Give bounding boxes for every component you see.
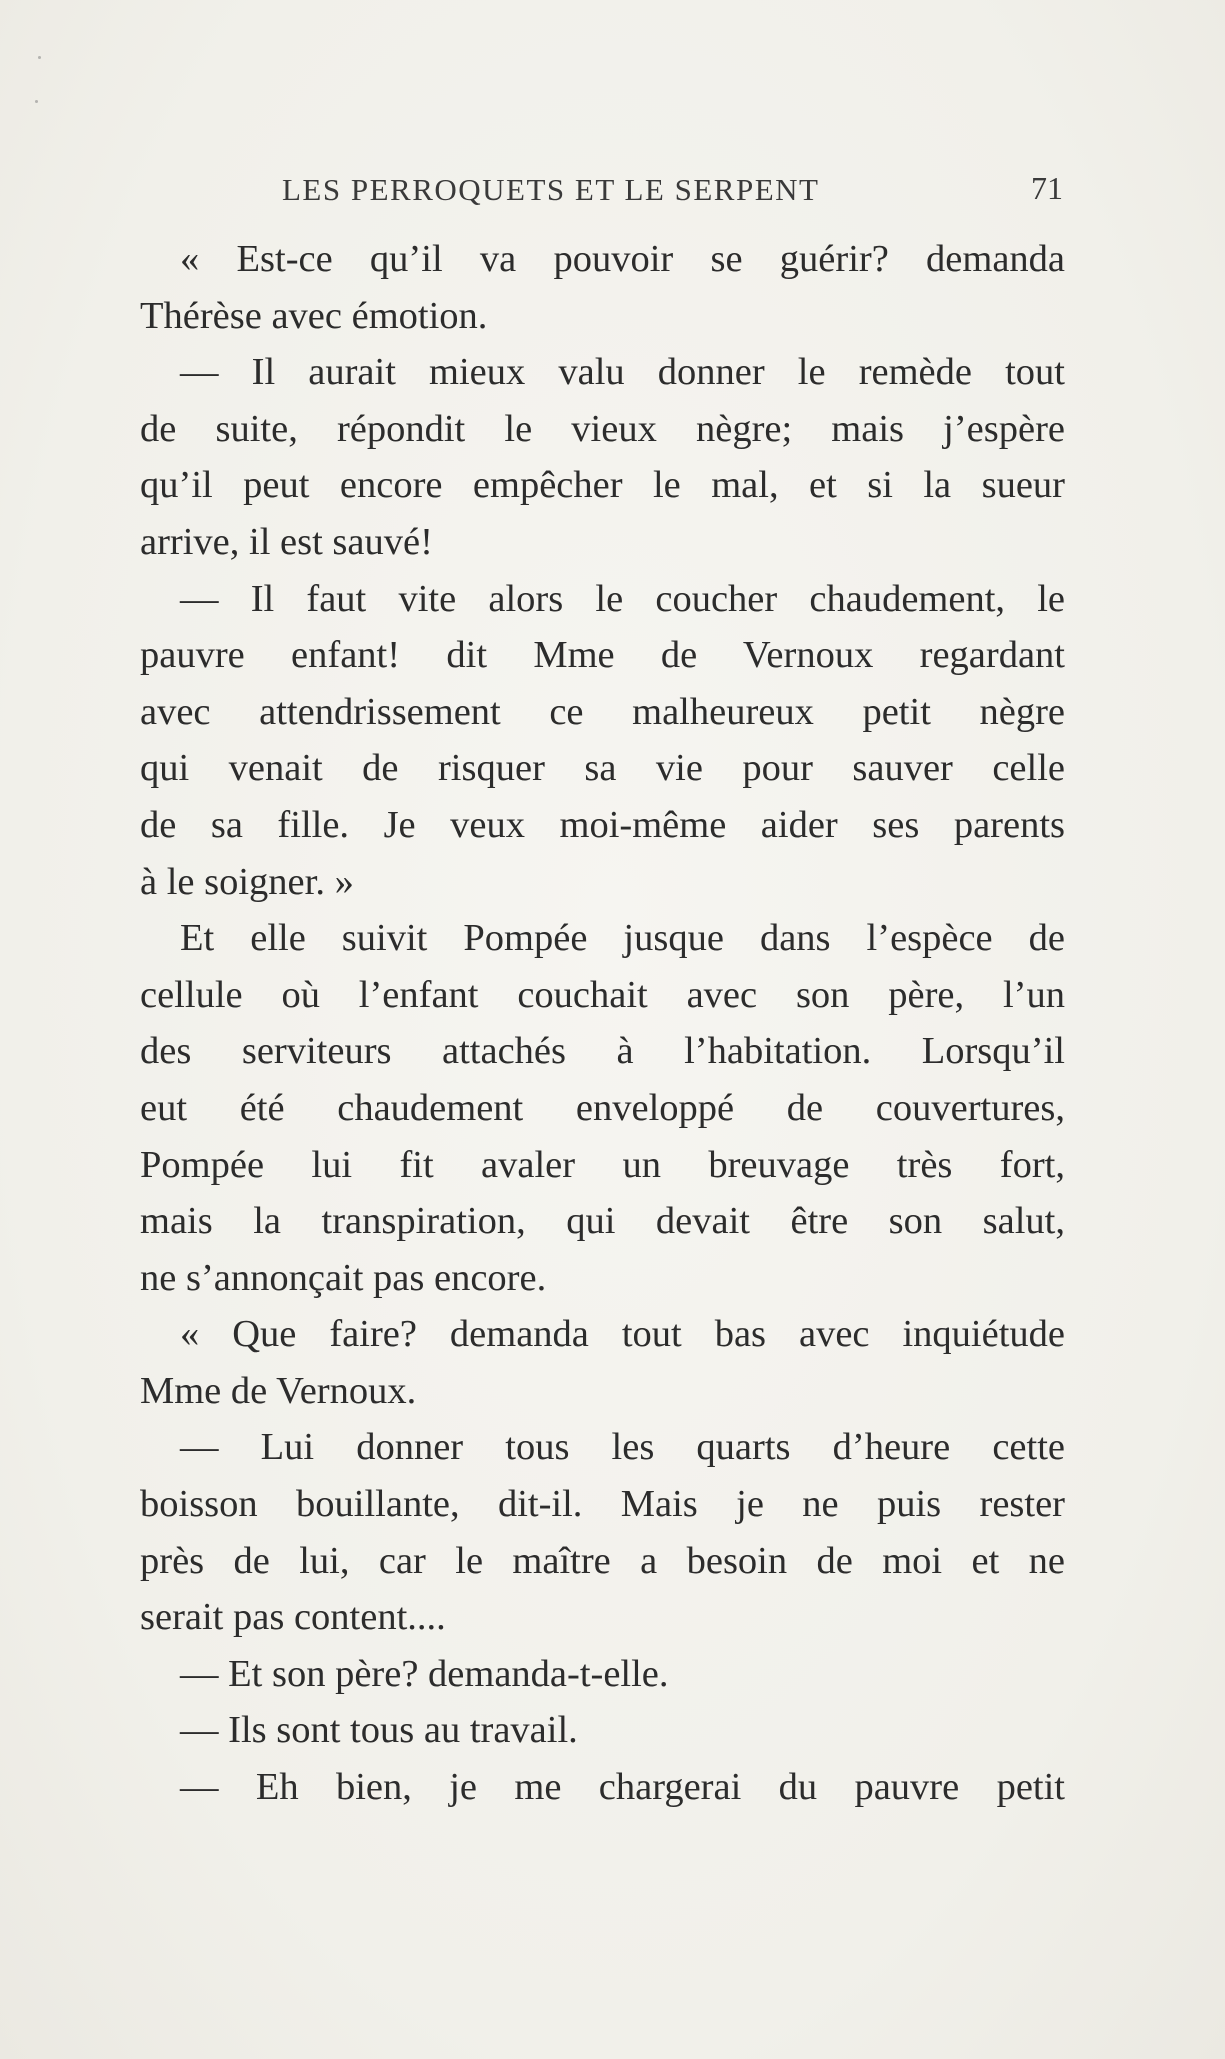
text-line: — Eh bien, je me chargerai du pauvre petit [180, 1766, 1065, 1809]
text-line: mais la transpiration, qui devait être son salut, [140, 1200, 1065, 1243]
text-line: — Et son père? demanda-t-elle. [180, 1652, 669, 1695]
text-line: avec attendrissement ce malheureux petit nègre [140, 690, 1065, 733]
text-line: « Que faire? demanda tout bas avec inquiétude [180, 1313, 1065, 1356]
text-line: boisson bouillante, dit-il. Mais je ne puis rester [140, 1483, 1065, 1526]
text-line: qu’il peut encore empêcher le mal, et si la sueur [140, 464, 1065, 507]
text-line: « Est-ce qu’il va pouvoir se guérir? demanda [180, 238, 1065, 280]
running-title: LES PERROQUETS ET LE SERPENT [282, 172, 820, 207]
text-line: qui venait de risquer sa vie pour sauver celle [140, 747, 1065, 790]
text-line: Et elle suivit Pompée jusque dans l’espèce de [180, 917, 1065, 960]
text-line: à le soigner. » [140, 860, 354, 903]
text-line: des serviteurs attachés à l’habitation. Lorsqu’il [140, 1030, 1065, 1073]
paper-speck [38, 56, 41, 59]
text-line: de sa fille. Je veux moi-même aider ses parents [140, 803, 1065, 846]
text-line: de suite, répondit le vieux nègre; mais j’espère [140, 407, 1065, 450]
text-line: — Il faut vite alors le coucher chaudement, le [180, 577, 1065, 620]
text-line: ne s’annonçait pas encore. [140, 1256, 547, 1299]
text-line: pauvre enfant! dit Mme de Vernoux regardant [140, 634, 1065, 677]
text-line: — Ils sont tous au travail. [180, 1709, 578, 1752]
text-line: Pompée lui fit avaler un breuvage très fort, [140, 1143, 1065, 1186]
text-line: près de lui, car le maître a besoin de moi et ne [140, 1539, 1065, 1582]
text-line: cellule où l’enfant couchait avec son père, l’un [140, 973, 1065, 1016]
page-number: 71 [1031, 170, 1063, 206]
text-line: Thérèse avec émotion. [140, 294, 488, 337]
paper-speck [35, 100, 38, 103]
text-line: arrive, il est sauvé! [140, 520, 433, 563]
page-header [140, 168, 1065, 212]
text-line: eut été chaudement enveloppé de couvertures, [140, 1086, 1065, 1129]
text-line: — Lui donner tous les quarts d’heure cette [180, 1426, 1065, 1469]
text-line: — Il aurait mieux valu donner le remède tout [180, 351, 1065, 394]
text-line: serait pas content.... [140, 1596, 446, 1639]
body-text [140, 231, 1065, 1816]
text-line: Mme de Vernoux. [140, 1369, 417, 1412]
